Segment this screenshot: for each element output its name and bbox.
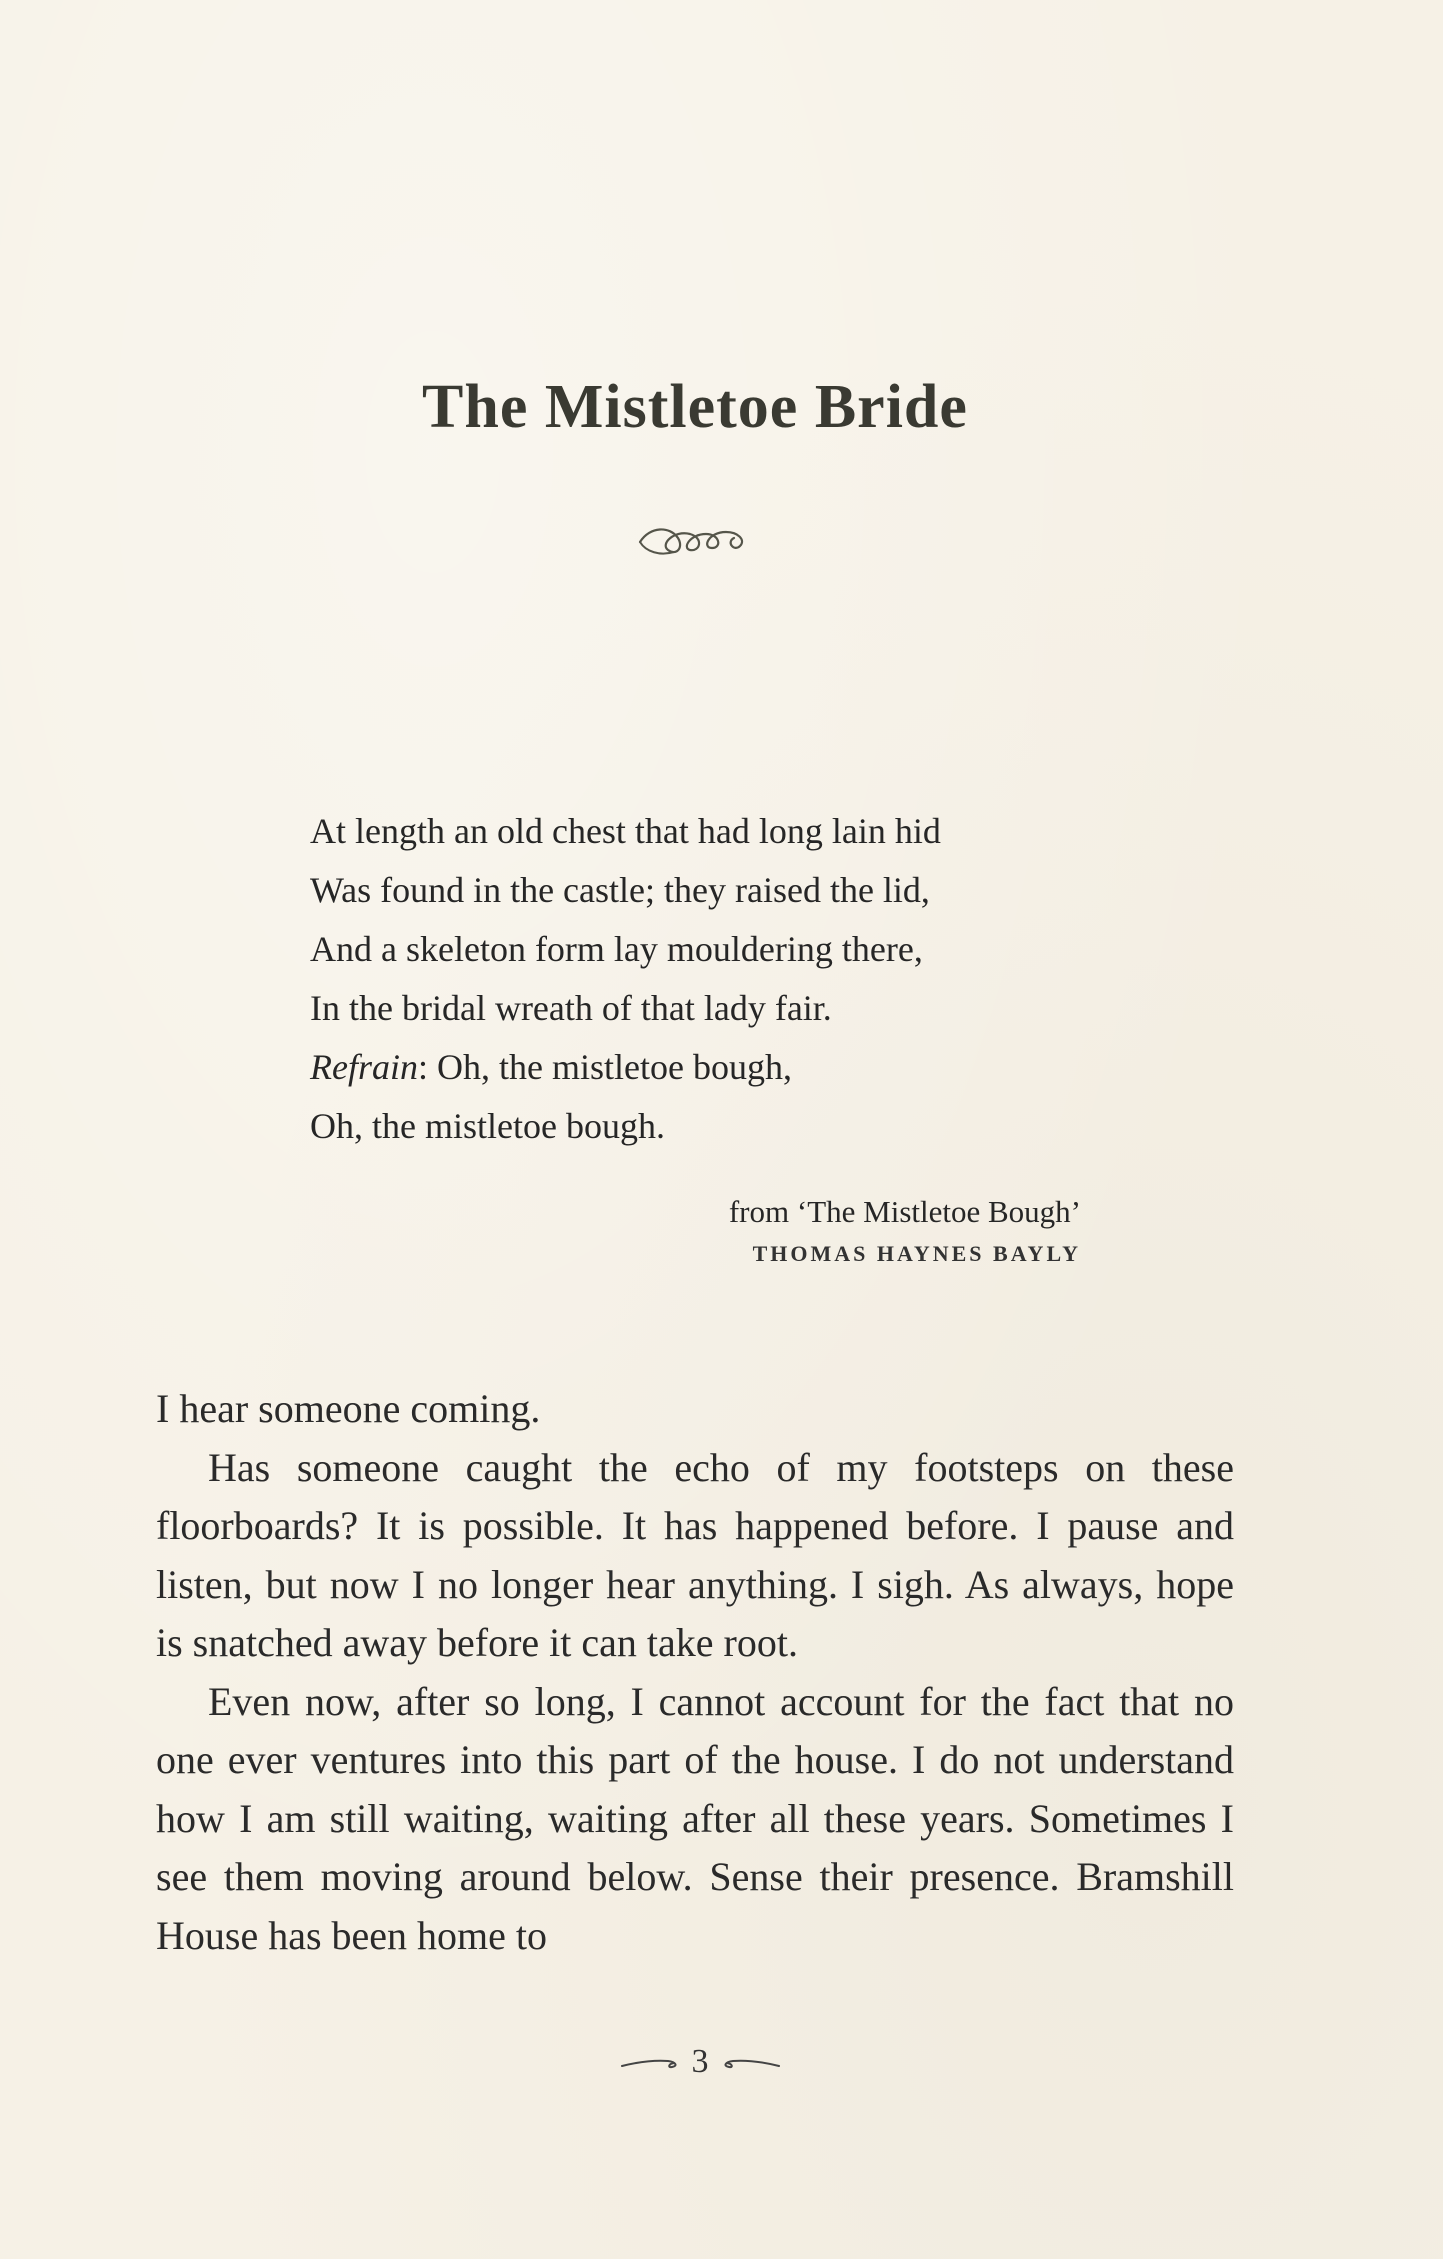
epigraph-attribution bbox=[729, 1190, 1081, 1274]
body-text bbox=[156, 1380, 1234, 1965]
refrain-label: Refrain bbox=[310, 1047, 418, 1087]
chapter-title: The Mistletoe Bride bbox=[422, 373, 968, 441]
paragraph: Has someone caught the echo of my footsteps on these floorboards? It is possible. It has happened before. I pause and listen, but now I no longer hear anything. I sigh. As always, hope is snatched away before it can take root. bbox=[156, 1444, 1234, 1665]
verse-refrain-line bbox=[310, 1038, 1110, 1097]
page-number: 3 bbox=[691, 2043, 709, 2080]
paragraph: I hear someone coming. bbox=[156, 1386, 541, 1431]
folio-right-swash-icon bbox=[719, 2052, 781, 2072]
verse-line: In the bridal wreath of that lady fair. bbox=[310, 988, 832, 1028]
verse-line: Oh, the mistletoe bough. bbox=[310, 1106, 665, 1146]
attribution-author: THOMAS HAYNES BAYLY bbox=[752, 1241, 1081, 1266]
attribution-source: from ‘The Mistletoe Bough’ bbox=[728, 1194, 1081, 1229]
ornament-flourish-icon bbox=[630, 512, 760, 566]
page-folio bbox=[590, 2037, 810, 2087]
verse-line: Was found in the castle; they raised the lid, bbox=[310, 870, 930, 910]
verse-line: And a skeleton form lay mouldering there, bbox=[310, 929, 923, 969]
epigraph-verse bbox=[310, 802, 1110, 1156]
paragraph: Even now, after so long, I cannot account for the fact that no one ever ventures into this part of the house. I do not understand how I am still waiting, waiting after all these years. Sometimes I see them moving around below. Sense their presence. Bramshill House has been home to bbox=[156, 1678, 1234, 1958]
folio-left-swash-icon bbox=[620, 2052, 682, 2072]
refrain-separator: : bbox=[417, 1047, 428, 1087]
refrain-text: Oh, the mistletoe bough, bbox=[428, 1047, 792, 1087]
verse-line: At length an old chest that had long lain hid bbox=[310, 811, 941, 851]
